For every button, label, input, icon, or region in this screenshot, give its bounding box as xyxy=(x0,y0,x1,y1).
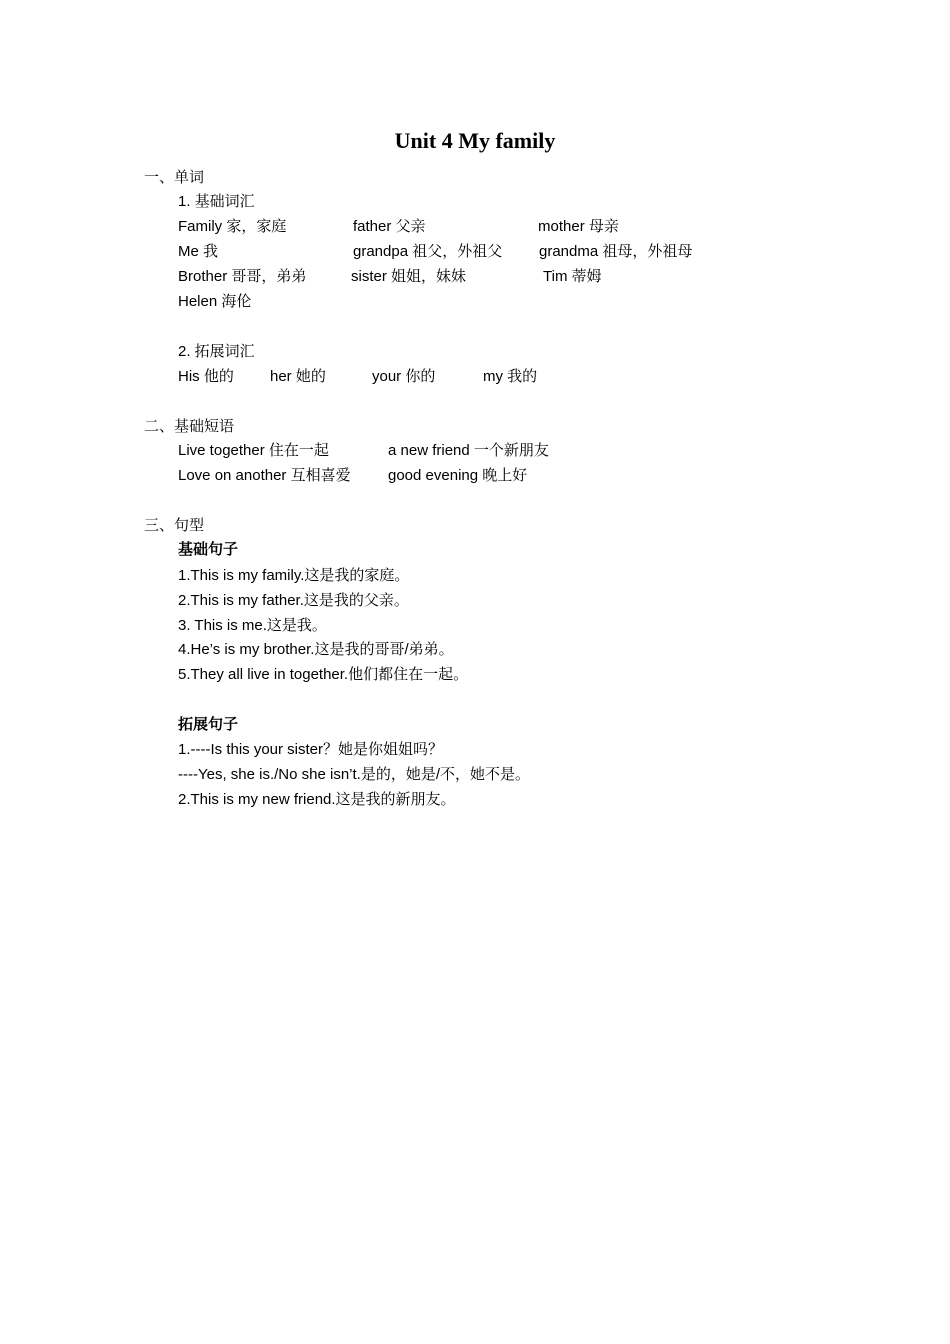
section-heading-sentences: 三、句型 xyxy=(144,516,205,534)
phrase-item: Live together 住在一起 xyxy=(178,442,329,459)
vocab-item: mother 母亲 xyxy=(538,218,619,235)
sentence-item: 3. This is me.这是我。 xyxy=(178,617,327,634)
phrase-item: good evening 晚上好 xyxy=(388,467,528,484)
vocab-item: Family 家，家庭 xyxy=(178,218,287,235)
phrase-item: a new friend 一个新朋友 xyxy=(388,442,549,459)
subheading-basic-sentences: 基础句子 xyxy=(178,541,239,558)
vocab-item: grandma 祖母，外祖母 xyxy=(539,243,693,260)
vocab-item: my 我的 xyxy=(483,368,538,385)
sentence-item: ----Yes, she is./No she isn’t.是的，她是/不，她不是。 xyxy=(178,766,531,783)
vocab-item: Tim 蒂姆 xyxy=(543,268,602,285)
sentence-item: 2.This is my father.这是我的父亲。 xyxy=(178,592,409,609)
subheading-extended-vocabulary: 2. 拓展词汇 xyxy=(178,343,255,360)
vocab-item: her 她的 xyxy=(270,368,326,385)
vocab-item: grandpa 祖父，外祖父 xyxy=(353,243,503,260)
section-heading-phrases: 二、基础短语 xyxy=(144,417,235,435)
sentence-item: 5.They all live in together.他们都住在一起。 xyxy=(178,666,469,683)
vocab-item: Brother 哥哥，弟弟 xyxy=(178,268,307,285)
sentence-item: 4.He’s is my brother.这是我的哥哥/弟弟。 xyxy=(178,641,454,658)
page-title: Unit 4 My family xyxy=(394,128,556,153)
subheading-extended-sentences: 拓展句子 xyxy=(178,716,239,733)
sentence-item: 2.This is my new friend.这是我的新朋友。 xyxy=(178,791,456,808)
section-heading-vocabulary: 一、单词 xyxy=(144,168,205,186)
phrase-item: Love on another 互相喜爱 xyxy=(178,467,351,484)
vocab-item: Me 我 xyxy=(178,243,219,260)
sentence-item: 1.----Is this your sister？她是你姐姐吗？ xyxy=(178,741,444,758)
vocab-item: your 你的 xyxy=(372,368,436,385)
sentence-item: 1.This is my family.这是我的家庭。 xyxy=(178,567,410,584)
vocab-item: Helen 海伦 xyxy=(178,293,252,310)
subheading-basic-vocabulary: 1. 基础词汇 xyxy=(178,193,255,210)
vocab-item: sister 姐姐，妹妹 xyxy=(351,268,467,285)
vocab-item: His 他的 xyxy=(178,368,234,385)
vocab-item: father 父亲 xyxy=(353,218,426,235)
